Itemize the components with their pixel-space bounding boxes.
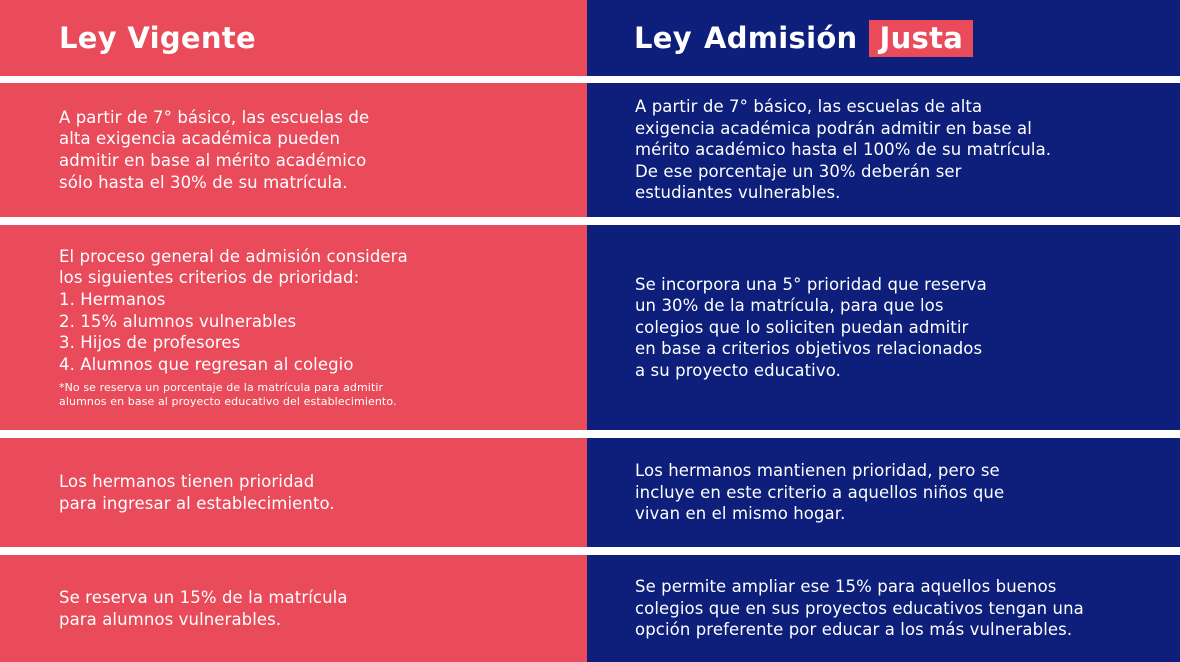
row-2-left-text (59, 246, 408, 410)
text-line: para ingresar al establecimiento. (59, 493, 335, 513)
text-line: opción preferente por educar a los más vulnerables. (635, 620, 1073, 640)
text-line: Se reserva un 15% de la matrícula (59, 587, 348, 607)
right-title-highlight: Justa (869, 20, 973, 57)
row-4-right-text (635, 576, 1084, 641)
text-line: alta exigencia académica pueden (59, 129, 341, 149)
list-item: 1. Hermanos (59, 289, 166, 309)
text-line: en base a criterios objetivos relacionados (635, 339, 983, 359)
list-item: 4. Alumnos que regresan al colegio (59, 354, 354, 374)
text-line: los siguientes criterios de prioridad: (59, 268, 360, 288)
text-line: exigencia académica podrán admitir en base al (635, 118, 1032, 138)
row-4-right (587, 555, 1180, 662)
row-2-left (0, 225, 587, 430)
text-line: sólo hasta el 30% de su matrícula. (59, 172, 348, 192)
text-line: A partir de 7° básico, las escuelas de (59, 107, 370, 127)
text-line: De ese porcentaje un 30% deberán ser (635, 161, 962, 181)
row-2-right (587, 225, 1180, 430)
footnote-line: alumnos en base al proyecto educativo del establecimiento. (59, 395, 397, 409)
right-title-word-admision: Admisión (703, 21, 858, 55)
row-4-left (0, 555, 587, 662)
row-1-left-text (59, 107, 369, 193)
text-line: admitir en base al mérito académico (59, 151, 367, 170)
priority-list (59, 289, 408, 375)
text-line: colegios que en sus proyectos educativos tengan una (635, 598, 1084, 618)
right-title-word-ley: Ley (634, 21, 692, 55)
text-line: Se incorpora una 5° prioridad que reserva (635, 274, 987, 294)
text-line: para alumnos vulnerables. (59, 609, 282, 629)
text-line: Los hermanos mantienen prioridad, pero se (635, 461, 1000, 481)
text-line: A partir de 7° básico, las escuelas de alta (635, 97, 983, 117)
row-3-right-text (635, 460, 1004, 525)
text-line: incluye en este criterio a aquellos niños que (635, 482, 1005, 502)
row-1-right (587, 83, 1180, 217)
text-line: Se permite ampliar ese 15% para aquellos buenos (635, 577, 1057, 597)
header-right (587, 0, 1180, 76)
row-1-right-text (635, 96, 1051, 204)
text-line: El proceso general de admisión considera (59, 246, 408, 266)
text-line: colegios que lo soliciten puedan admitir (635, 317, 969, 337)
row-3-left (0, 438, 587, 547)
footnote (59, 381, 408, 409)
text-line: un 30% de la matrícula, para que los (635, 296, 944, 316)
footnote-line: *No se reserva un porcentaje de la matrícula para admitir (59, 381, 384, 395)
row-1-left (0, 83, 587, 217)
row-4-left-text (59, 587, 348, 630)
row-3-right (587, 438, 1180, 547)
row-3-left-text (59, 471, 335, 514)
row-2-right-text (635, 274, 987, 382)
text-line: a su proyecto educativo. (635, 360, 841, 380)
right-column-title (634, 20, 973, 57)
row-divider (0, 217, 1180, 225)
text-line: vivan en el mismo hogar. (635, 504, 846, 524)
row-divider (0, 76, 1180, 83)
row-divider (0, 430, 1180, 438)
list-item: 3. Hijos de profesores (59, 333, 241, 353)
text-line: mérito académico hasta el 100% de su matrícula. (635, 140, 1052, 160)
header-left (0, 0, 587, 76)
text-line: Los hermanos tienen prioridad (59, 471, 315, 491)
list-item: 2. 15% alumnos vulnerables (59, 311, 297, 331)
text-line: estudiantes vulnerables. (635, 183, 841, 203)
row-divider (0, 547, 1180, 555)
left-column-title: Ley Vigente (59, 21, 256, 55)
